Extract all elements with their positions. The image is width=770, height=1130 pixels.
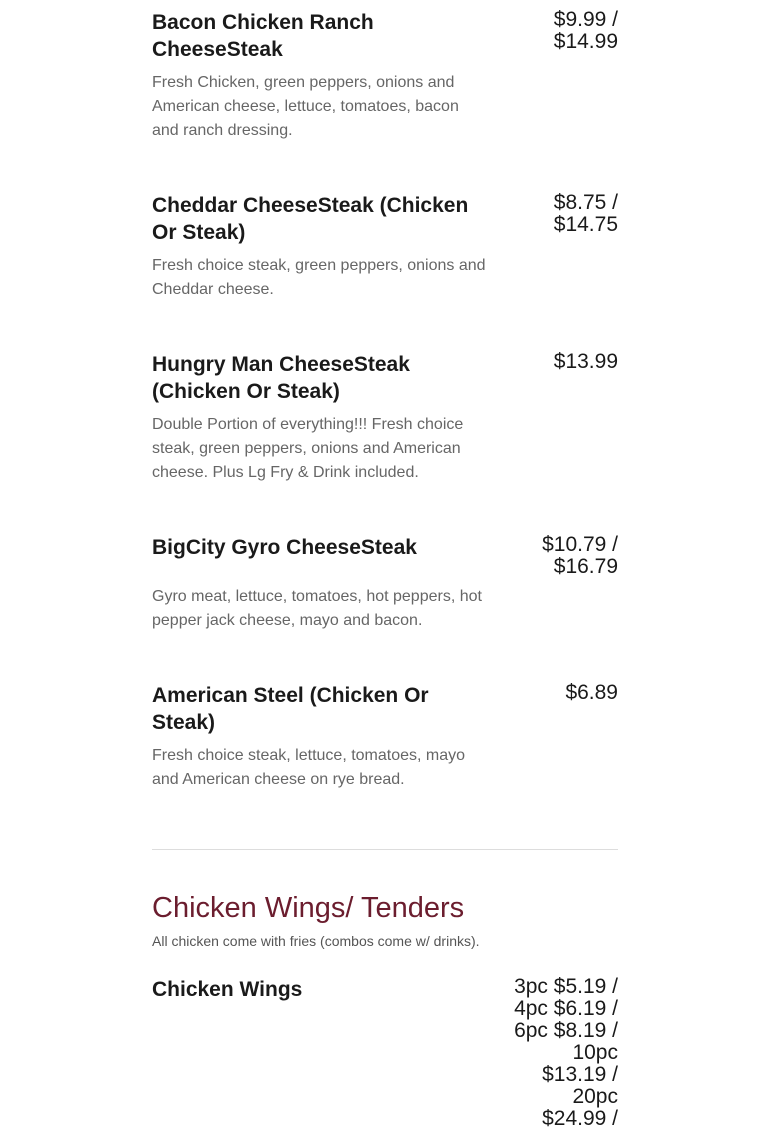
price-line: $8.75 / bbox=[553, 191, 618, 214]
price-line: $9.99 / bbox=[553, 8, 618, 31]
price-line: 4pc $6.19 / bbox=[514, 997, 618, 1020]
item-name: Cheddar CheeseSteak (Chicken Or Steak) bbox=[152, 194, 469, 244]
price-line: $6.89 bbox=[565, 681, 618, 704]
section-note: All chicken come with fries (combos come w/ drinks). bbox=[152, 933, 480, 949]
price-line: $10.79 / bbox=[542, 533, 618, 556]
item-description: Fresh Chicken, green peppers, onions and American cheese, lettuce, tomatoes, bacon and ranch dressing. bbox=[152, 74, 459, 139]
price-line: 3pc $5.19 / bbox=[514, 975, 618, 998]
price-line: 10pc bbox=[572, 1041, 618, 1064]
item-name: Chicken Wings bbox=[152, 978, 303, 1001]
section-title: Chicken Wings/ Tenders bbox=[152, 892, 465, 924]
item-name: Bacon Chicken Ranch CheeseSteak bbox=[152, 11, 374, 61]
item-price bbox=[488, 976, 618, 1130]
item-price bbox=[488, 192, 618, 236]
item-name: BigCity Gyro CheeseSteak bbox=[152, 536, 417, 559]
item-description: Gyro meat, lettuce, tomatoes, hot peppers, hot pepper jack cheese, mayo and bacon. bbox=[152, 588, 482, 629]
price-line: $24.99 / bbox=[542, 1107, 618, 1130]
price-line: $14.75 bbox=[553, 213, 618, 236]
item-price bbox=[488, 534, 618, 578]
section-divider bbox=[152, 849, 618, 850]
item-description: Fresh choice steak, green peppers, onions and Cheddar cheese. bbox=[152, 257, 486, 298]
price-line: $16.79 bbox=[553, 555, 618, 578]
item-name: American Steel (Chicken Or Steak) bbox=[152, 684, 429, 734]
price-line: 6pc $8.19 / bbox=[514, 1019, 618, 1042]
item-price bbox=[488, 682, 618, 704]
item-name: Hungry Man CheeseSteak (Chicken Or Steak) bbox=[152, 353, 410, 403]
price-line: 20pc bbox=[572, 1085, 618, 1108]
item-description: Double Portion of everything!!! Fresh choice steak, green peppers, onions and American cheese. Plus Lg Fry & Drink included. bbox=[152, 416, 464, 481]
price-line: $14.99 bbox=[553, 30, 618, 53]
price-line: $13.99 bbox=[553, 350, 618, 373]
item-description: Fresh choice steak, lettuce, tomatoes, mayo and American cheese on rye bread. bbox=[152, 747, 466, 788]
item-price bbox=[488, 351, 618, 373]
item-price bbox=[488, 9, 618, 53]
price-line: $13.19 / bbox=[542, 1063, 618, 1086]
